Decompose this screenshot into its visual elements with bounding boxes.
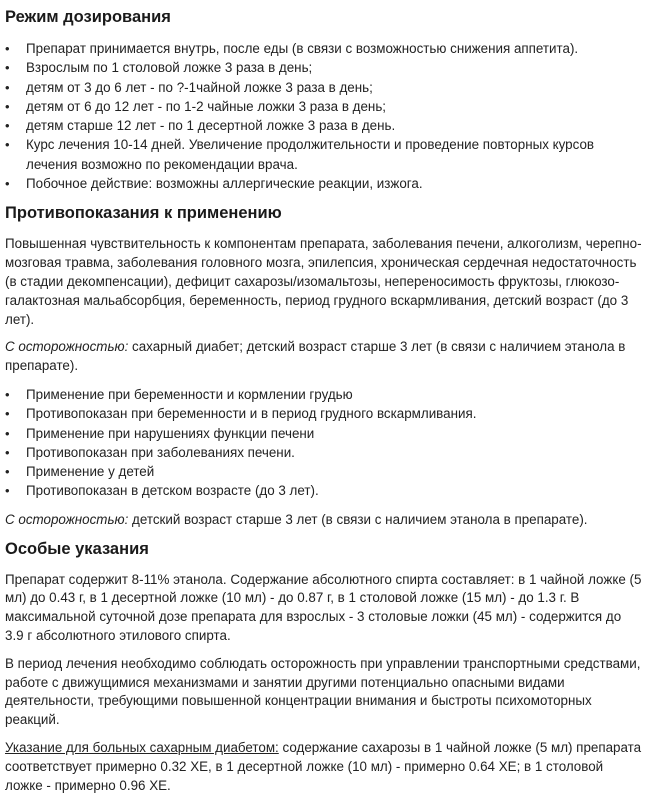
list-item: • Применение при беременности и кормлении грудью	[5, 385, 642, 404]
contraindications-section	[5, 203, 642, 529]
caution-text: детский возраст старше 3 лет (в связи с наличием этанола в препарате).	[128, 511, 588, 527]
list-item: • Курс лечения 10-14 дней. Увеличение продолжительности и проведение повторных курсов лечения возможно по рекомендации врача.	[5, 135, 642, 174]
dosing-list	[5, 39, 642, 193]
dosing-heading: Режим дозирования	[5, 8, 171, 26]
list-item: • Противопоказан при беременности и в период грудного вскармливания.	[5, 404, 642, 423]
list-item: • детям старше 12 лет - по 1 десертной ложке 3 раза в день.	[5, 116, 642, 135]
caution-paragraph	[5, 511, 642, 530]
diabetes-text: содержание сахарозы в 1 чайной ложке (5 мл) препарата соответствует примерно 0.32 ХЕ, в 1 десертной ложке (10 мл) - примерно 0.64 ХЕ; в 1 столовой ложке - примерно 0.96 ХЕ.	[5, 739, 642, 793]
list-item: • Применение у детей	[5, 462, 642, 481]
caution-label: С осторожностью:	[5, 511, 129, 527]
list-item: • Взрослым по 1 столовой ложке 3 раза в день;	[5, 58, 642, 77]
caution-paragraph	[5, 338, 642, 376]
dosing-section	[5, 7, 642, 193]
contraindications-paragraph: Повышенная чувствительность к компонентам препарата, заболевания печени, алкоголизм, черепно-мозговая травма, заболевания головного мозга, эпилепсия, хроническая сердечная недостаточность (в стадии декомпенсации), дефицит сахарозы/изомальтозы, непереносимость фруктозы, глюкозо-галактозная мальабсорбция, беременность, период грудного вскармливания, детский возраст (до 3 лет).	[5, 236, 642, 327]
contraindications-list	[5, 385, 642, 501]
driving-paragraph: В период лечения необходимо соблюдать осторожность при управлении транспортными средствами, работе с движущимися механизмами и занятии другими потенциально опасными видами деятельности, требующими повышенной концентрации внимания и быстроты психомоторных реакций.	[5, 655, 641, 728]
list-item: • Препарат принимается внутрь, после еды (в связи с возможностью снижения аппетита).	[5, 39, 642, 58]
special-heading: Особые указания	[5, 539, 149, 558]
ethanol-paragraph: Препарат содержит 8-11% этанола. Содержание абсолютного спирта составляет: в 1 чайной ложке (5 мл) до 0.43 г, в 1 десертной ложке (10 мл) - до 0.87 г, в 1 столовой ложке (15 мл) - до 1.3 г. В максимальной суточной дозе препарата для взрослых - 3 столовые ложки (45 мл) - содержится до 3.9 г абсолютного этилового спирта.	[5, 571, 642, 643]
diabetes-paragraph	[5, 739, 642, 795]
diabetes-label: Указание для больных сахарным диабетом:	[5, 739, 279, 755]
caution-label: С осторожностью:	[5, 339, 129, 355]
list-item: • Побочное действие: возможны аллергические реакции, изжога.	[5, 174, 642, 193]
list-item: • Противопоказан при заболеваниях печени.	[5, 443, 642, 462]
list-item: • Применение при нарушениях функции печени	[5, 424, 642, 443]
special-instructions-section	[5, 539, 642, 795]
list-item: • детям от 6 до 12 лет - по 1-2 чайные ложки 3 раза в день;	[5, 97, 642, 116]
list-item: • Противопоказан в детском возрасте (до 3 лет).	[5, 481, 642, 500]
list-item: • детям от 3 до 6 лет - по ?-1чайной ложке 3 раза в день;	[5, 78, 642, 97]
contraindications-heading: Противопоказания к применению	[5, 204, 282, 223]
caution-text: сахарный диабет; детский возраст старше 3 лет (в связи с наличием этанола в препарате).	[5, 339, 626, 374]
